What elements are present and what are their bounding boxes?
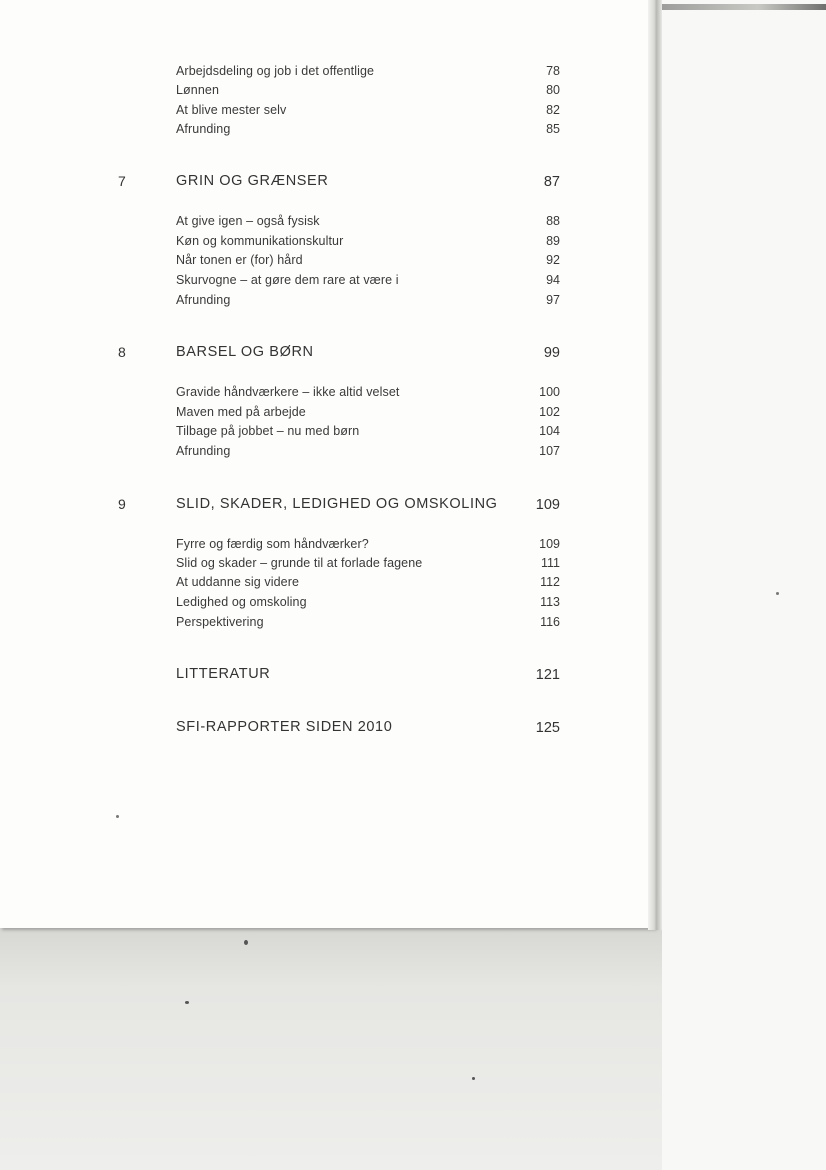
toc-entry: Ledighed og omskoling	[176, 595, 307, 609]
toc-entry: Afrunding	[176, 444, 231, 458]
scan-speck	[116, 815, 119, 818]
toc-entry: Gravide håndværkere – ikke altid velset	[176, 385, 400, 399]
toc-entry-page: 92	[546, 253, 560, 267]
toc-entry: Afrunding	[176, 293, 231, 307]
chapter-title: SLID, SKADER, LEDIGHED OG OMSKOLING	[176, 496, 498, 512]
chapter-page: 109	[535, 497, 560, 513]
toc-entry: Køn og kommunikationskultur	[176, 234, 344, 248]
chapter-number: 9	[118, 496, 126, 512]
toc-entry: Lønnen	[176, 83, 219, 97]
chapter-title: BARSEL OG BØRN	[176, 344, 314, 360]
toc-entry-page: 112	[540, 575, 560, 589]
toc-entry: Arbejdsdeling og job i det offentlige	[176, 64, 375, 78]
chapter-title: GRIN OG GRÆNSER	[176, 173, 329, 189]
back-matter-title: LITTERATUR	[176, 666, 271, 682]
toc-entry-page: 107	[539, 444, 560, 458]
scan-edge-strip	[656, 4, 826, 10]
toc-entry-page: 104	[539, 424, 560, 438]
toc-entry-page: 100	[539, 385, 560, 399]
toc-entry-page: 78	[546, 64, 560, 78]
toc-entry-page: 97	[546, 293, 560, 307]
toc-entry-page: 89	[546, 234, 560, 248]
chapter-page: 87	[543, 174, 560, 190]
scanner-bed-shadow	[0, 928, 662, 1170]
scan-speck	[185, 1001, 189, 1004]
toc-entry: At uddanne sig videre	[176, 575, 300, 589]
chapter-number: 7	[118, 173, 126, 189]
back-matter-page: 121	[535, 667, 560, 683]
chapter-number: 8	[118, 344, 126, 360]
toc-entry: Slid og skader – grunde til at forlade fagene	[176, 556, 423, 570]
toc-entry: Afrunding	[176, 122, 231, 136]
toc-entry-page: 80	[546, 83, 560, 97]
chapter-page: 99	[543, 345, 560, 361]
toc-entry-page: 109	[539, 537, 560, 551]
adjacent-page	[662, 0, 826, 1170]
toc-entry: At give igen – også fysisk	[176, 214, 320, 228]
toc-entry-page: 116	[540, 615, 560, 629]
scan-speck	[776, 592, 779, 595]
toc-entry-page: 111	[540, 556, 560, 570]
toc-entry: At blive mester selv	[176, 103, 287, 117]
page-edge-shadow	[648, 0, 662, 930]
back-matter-title: SFI-RAPPORTER SIDEN 2010	[176, 719, 393, 735]
toc-entry: Tilbage på jobbet – nu med børn	[176, 424, 360, 438]
toc-entry: Perspektivering	[176, 615, 264, 629]
toc-entry: Fyrre og færdig som håndværker?	[176, 537, 369, 551]
toc-entry: Når tonen er (for) hård	[176, 253, 303, 267]
scan-speck	[472, 1077, 475, 1080]
toc-entry-page: 82	[546, 103, 560, 117]
toc-entry-page: 85	[546, 122, 560, 136]
toc-entry: Skurvogne – at gøre dem rare at være i	[176, 273, 399, 287]
toc-entry: Maven med på arbejde	[176, 405, 306, 419]
toc-entry-page: 88	[546, 214, 560, 228]
toc-entry-page: 102	[539, 405, 560, 419]
toc-entry-page: 113	[540, 595, 560, 609]
toc-entry-page: 94	[546, 273, 560, 287]
back-matter-page: 125	[535, 720, 560, 736]
scan-speck	[244, 940, 248, 945]
